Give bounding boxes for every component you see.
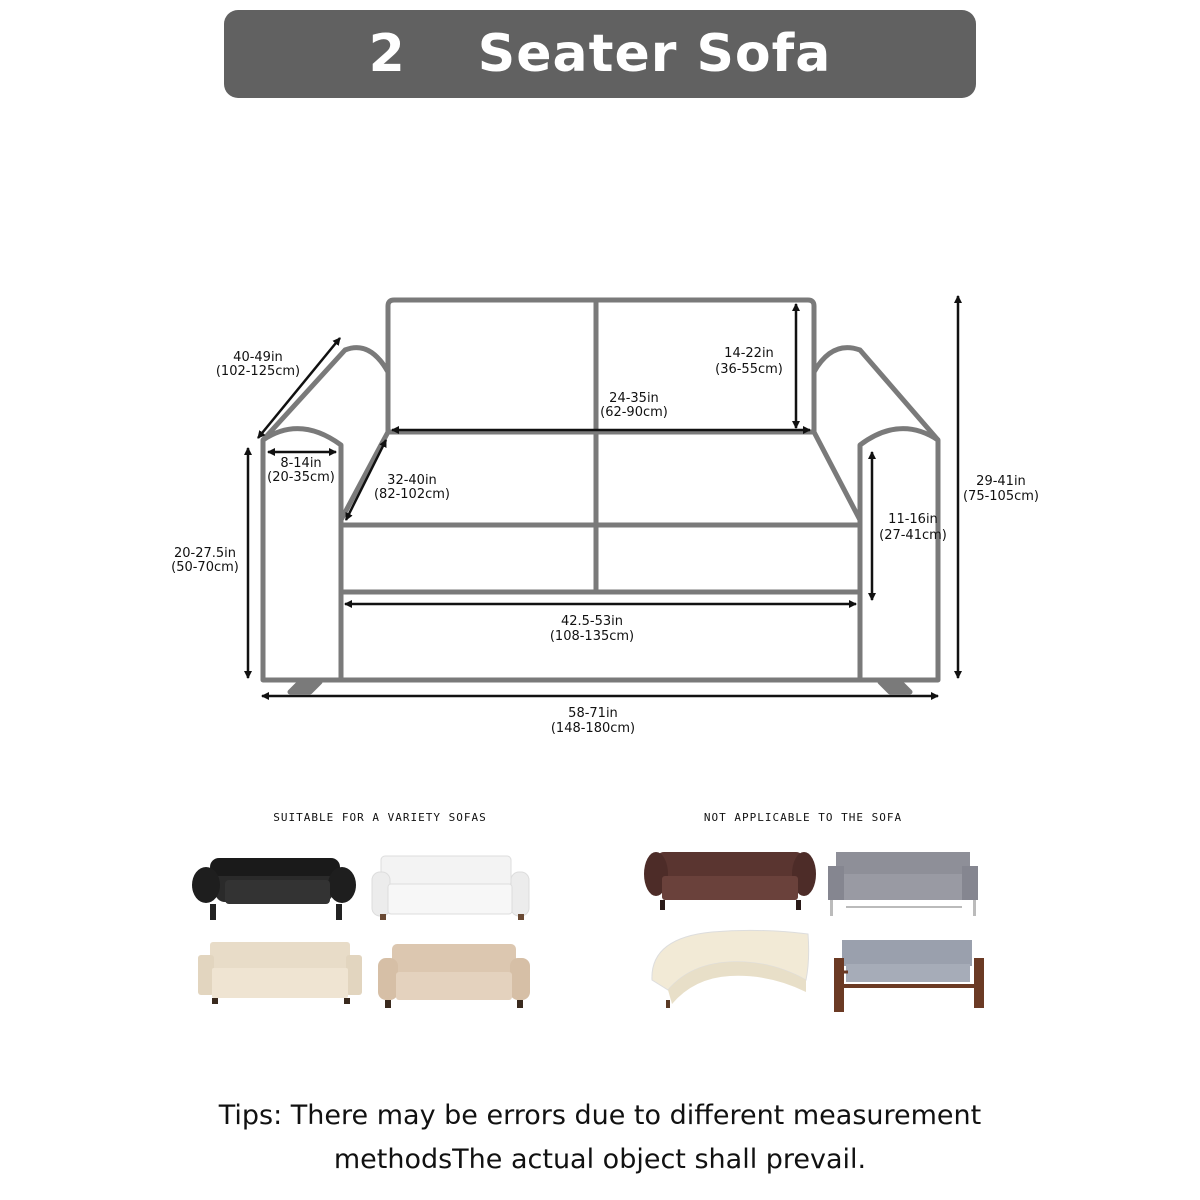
sofa-thumb-beige-leather — [378, 944, 530, 1008]
label-total-height-in: 29-41in — [976, 474, 1026, 489]
label-total-height-cm: (75-105cm) — [962, 489, 1040, 504]
label-arm-height-cm: (50-70cm) — [171, 560, 239, 575]
label-back-height-in: 14-22in — [724, 346, 774, 361]
suitable-sofas — [192, 856, 530, 1008]
right-foot — [880, 682, 910, 692]
label-back-width-in: 24-35in — [609, 391, 659, 406]
sofa-thumb-curved — [652, 930, 809, 1008]
left-foot — [290, 682, 320, 692]
sofa-thumb-cream — [198, 942, 362, 1004]
not-applicable-sofas — [644, 852, 984, 1012]
tips-line-1: Tips: There may be errors due to different measurement — [218, 1100, 982, 1131]
label-total-width-in: 58-71in — [568, 706, 618, 721]
label-seat-width-cm: (108-135cm) — [549, 629, 635, 644]
label-arm-height-in: 20-27.5in — [173, 546, 237, 561]
label-seat-height-cm: (27-41cm) — [879, 528, 947, 543]
sofa-thumb-wood-frame — [834, 940, 984, 1012]
suitable-label: SUITABLE FOR A VARIETY SOFAS — [273, 811, 487, 824]
sofa-thumb-chesterfield — [644, 852, 816, 910]
title-text: Seater Sofa — [477, 24, 832, 84]
title-number: 2 — [368, 24, 406, 84]
not-applicable-label: NOT APPLICABLE TO THE SOFA — [703, 811, 903, 824]
label-seat-width-in: 42.5-53in — [560, 614, 624, 629]
label-seat-depth-in: 32-40in — [387, 473, 437, 488]
label-seat-depth-cm: (82-102cm) — [373, 487, 451, 502]
arrow-seat-depth — [346, 440, 386, 520]
sofa-thumb-white — [372, 856, 529, 920]
label-arm-depth-cm: (102-125cm) — [215, 364, 301, 379]
label-arm-width-cm: (20-35cm) — [267, 470, 335, 485]
sofa-thumb-grey-cube — [828, 852, 978, 916]
label-back-width-cm: (62-90cm) — [600, 405, 668, 420]
sofa-thumb-black-leather — [192, 858, 356, 920]
label-total-width-cm: (148-180cm) — [550, 721, 636, 736]
tips-line-2: methodsThe actual object shall prevail. — [333, 1144, 867, 1175]
label-arm-width-in: 8-14in — [280, 456, 322, 471]
label-arm-depth-in: 40-49in — [233, 350, 283, 365]
label-seat-height-in: 11-16in — [888, 512, 938, 527]
tips-note — [0, 1094, 1200, 1182]
label-back-height-cm: (36-55cm) — [715, 362, 783, 377]
